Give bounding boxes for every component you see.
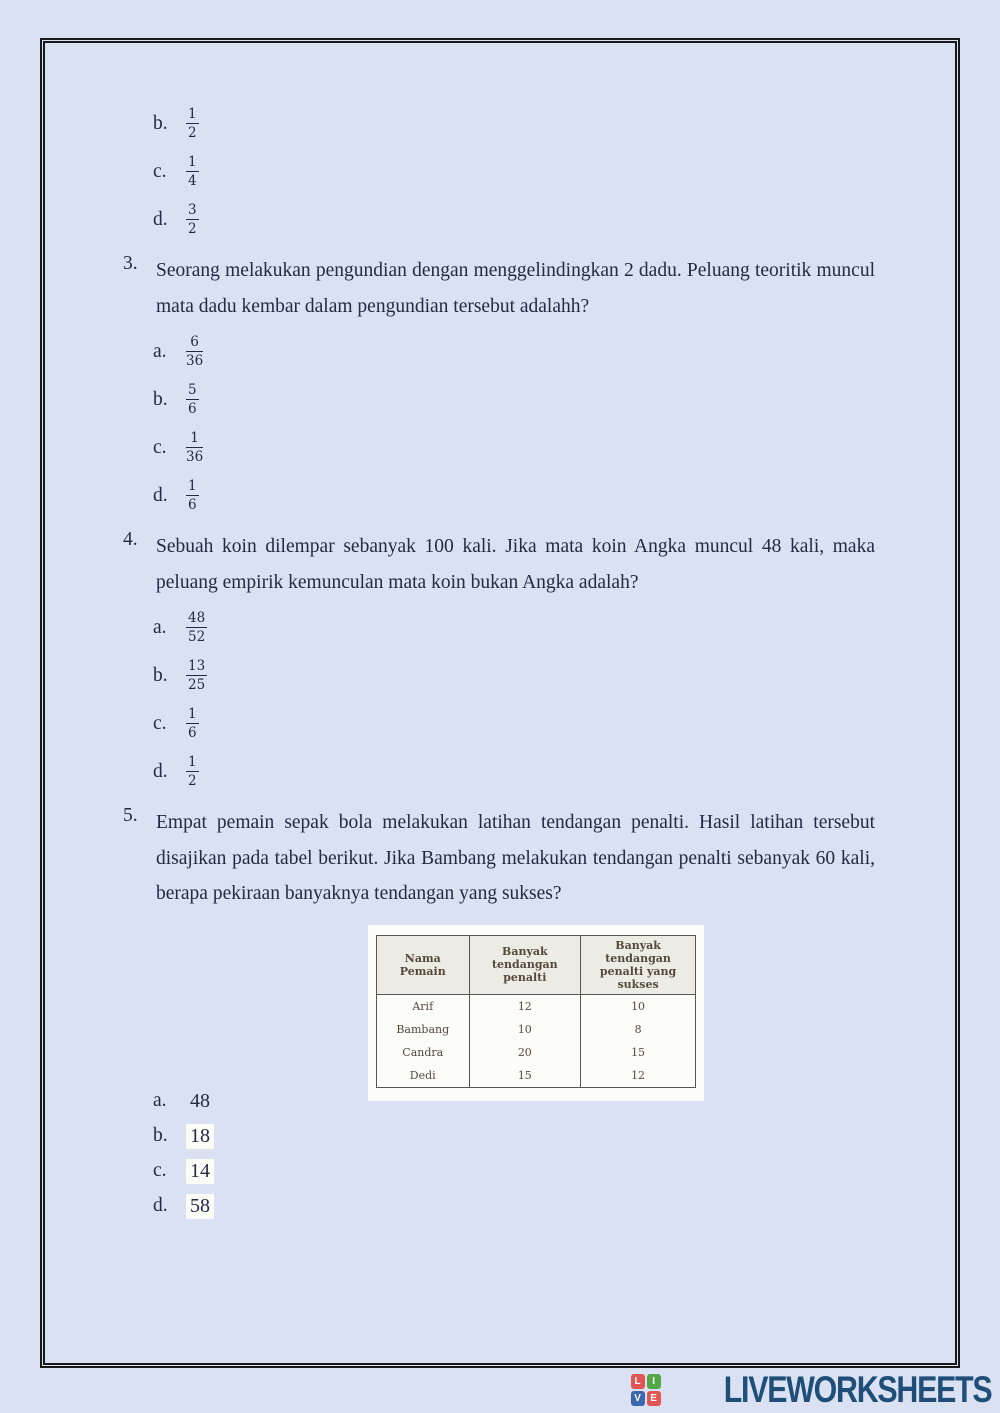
fraction-numerator: 1: [188, 478, 197, 494]
table-cell: Arif: [377, 994, 470, 1018]
worksheet-page: [40, 38, 960, 1368]
option-value-box[interactable]: 14: [186, 1159, 214, 1184]
table-cell: 20: [469, 1041, 581, 1064]
option-letter: c.: [153, 712, 167, 734]
fraction-denominator: 6: [188, 497, 197, 513]
table-row: [377, 1064, 696, 1088]
answer-option[interactable]: [153, 333, 875, 370]
option-letter: b.: [153, 1125, 168, 1146]
fraction-denominator: 2: [188, 773, 197, 789]
question-number: 3.: [123, 253, 138, 274]
fraction: [186, 202, 199, 237]
answer-option[interactable]: [153, 381, 875, 418]
answer-option[interactable]: [153, 429, 875, 466]
table-cell: 8: [581, 1018, 696, 1041]
option-letter: b.: [153, 664, 168, 686]
penalty-table-panel: [368, 925, 704, 1101]
answer-option[interactable]: [153, 705, 875, 742]
liveworksheets-logo[interactable]: [631, 1369, 991, 1411]
question-number: 4.: [123, 529, 138, 550]
answer-option[interactable]: [153, 1126, 875, 1147]
question-4: [123, 529, 875, 600]
table-header-cell: Nama Pemain: [377, 935, 470, 994]
table-cell: 10: [469, 1018, 581, 1041]
logo-tile-e: E: [647, 1391, 661, 1406]
table-row: [377, 994, 696, 1018]
fraction-denominator: 36: [186, 449, 204, 465]
question-3-options: [123, 333, 875, 514]
answer-option[interactable]: [153, 753, 875, 790]
answer-option[interactable]: [153, 1091, 875, 1112]
fraction-denominator: 6: [188, 401, 197, 417]
option-letter: d.: [153, 1195, 168, 1216]
fraction-denominator: 2: [188, 125, 197, 141]
fraction-denominator: 6: [188, 725, 197, 741]
answer-option[interactable]: [153, 477, 875, 514]
answer-option[interactable]: [153, 153, 875, 190]
table-cell: Dedi: [377, 1064, 470, 1088]
question-5: [123, 805, 875, 912]
fraction: [186, 106, 199, 141]
fraction-numerator: 1: [188, 706, 197, 722]
fraction-numerator: 1: [188, 106, 197, 122]
answer-option[interactable]: [153, 1196, 875, 1217]
question-3: [123, 253, 875, 324]
fraction-denominator: 36: [186, 353, 204, 369]
fraction: [186, 610, 207, 645]
question-number: 5.: [123, 805, 138, 826]
penalty-table: [376, 935, 696, 1088]
option-letter: c.: [153, 1160, 167, 1181]
fraction: [186, 334, 203, 369]
option-letter: a.: [153, 616, 167, 638]
table-cell: Bambang: [377, 1018, 470, 1041]
fraction: [186, 382, 199, 417]
fraction-numerator: 1: [188, 754, 197, 770]
fraction: [186, 706, 199, 741]
answer-option[interactable]: [153, 657, 875, 694]
fraction: [186, 658, 207, 693]
fraction-numerator: 6: [186, 334, 203, 352]
fraction-denominator: 2: [188, 221, 197, 237]
option-letter: d.: [153, 484, 168, 506]
table-header-row: [377, 935, 696, 994]
option-value-box[interactable]: 58: [186, 1194, 214, 1219]
option-letter: c.: [153, 436, 167, 458]
question-text: Empat pemain sepak bola melakukan latihan tendangan penalti. Hasil latihan tersebut disajikan pada tabel berikut. Jika Bambang melakukan tendangan penalti sebanyak 60 kali, berapa pekiraan banyaknya tendangan yang sukses?: [156, 812, 875, 904]
option-letter: d.: [153, 760, 168, 782]
table-cell: 12: [469, 994, 581, 1018]
fraction-numerator: 1: [188, 154, 197, 170]
liveworksheets-icon: [631, 1374, 661, 1406]
option-letter: a.: [153, 1090, 167, 1111]
logo-wordmark: LIVEWORKSHEETS: [723, 1369, 991, 1410]
table-header-cell: Banyak tendangan penalti yang sukses: [581, 935, 696, 994]
option-value-box[interactable]: 18: [186, 1124, 214, 1149]
table-cell: 15: [469, 1064, 581, 1088]
fraction-denominator: 25: [188, 677, 206, 693]
answer-option[interactable]: [153, 105, 875, 142]
answer-option[interactable]: [153, 1161, 875, 1182]
option-letter: b.: [153, 388, 168, 410]
answer-option[interactable]: [153, 201, 875, 238]
answer-option[interactable]: [153, 609, 875, 646]
option-letter: c.: [153, 160, 167, 182]
question-5-options: [123, 1091, 875, 1217]
option-letter: d.: [153, 208, 168, 230]
question-text: Seorang melakukan pengundian dengan menggelindingkan 2 dadu. Peluang teoritik muncul mata dadu kembar dalam pengundian tersebut adalahh?: [156, 260, 875, 317]
intro-options: [123, 105, 875, 238]
fraction-denominator: 4: [188, 173, 197, 189]
table-row: [377, 1041, 696, 1064]
option-letter: a.: [153, 340, 167, 362]
fraction: [186, 754, 199, 789]
table-header-cell: Banyak tendangan penalti: [469, 935, 581, 994]
logo-tile-i: I: [647, 1374, 661, 1389]
fraction-numerator: 13: [188, 658, 206, 674]
table-cell: 15: [581, 1041, 696, 1064]
table-cell: 12: [581, 1064, 696, 1088]
fraction: [186, 478, 199, 513]
fraction: [186, 430, 203, 465]
fraction-denominator: 52: [188, 629, 206, 645]
option-letter: b.: [153, 112, 168, 134]
fraction-numerator: 3: [188, 202, 197, 218]
fraction-numerator: 1: [186, 430, 203, 448]
table-cell: 10: [581, 994, 696, 1018]
option-value: 48: [190, 1089, 210, 1112]
fraction: [186, 154, 199, 189]
logo-tile-l: L: [631, 1374, 645, 1389]
fraction-numerator: 48: [188, 610, 206, 626]
logo-tile-v: V: [631, 1391, 645, 1406]
question-text: Sebuah koin dilempar sebanyak 100 kali. Jika mata koin Angka muncul 48 kali, maka peluang empirik kemunculan mata koin bukan Angka adalah?: [156, 536, 875, 593]
question-4-options: [123, 609, 875, 790]
fraction-numerator: 5: [188, 382, 197, 398]
table-row: [377, 1018, 696, 1041]
table-cell: Candra: [377, 1041, 470, 1064]
